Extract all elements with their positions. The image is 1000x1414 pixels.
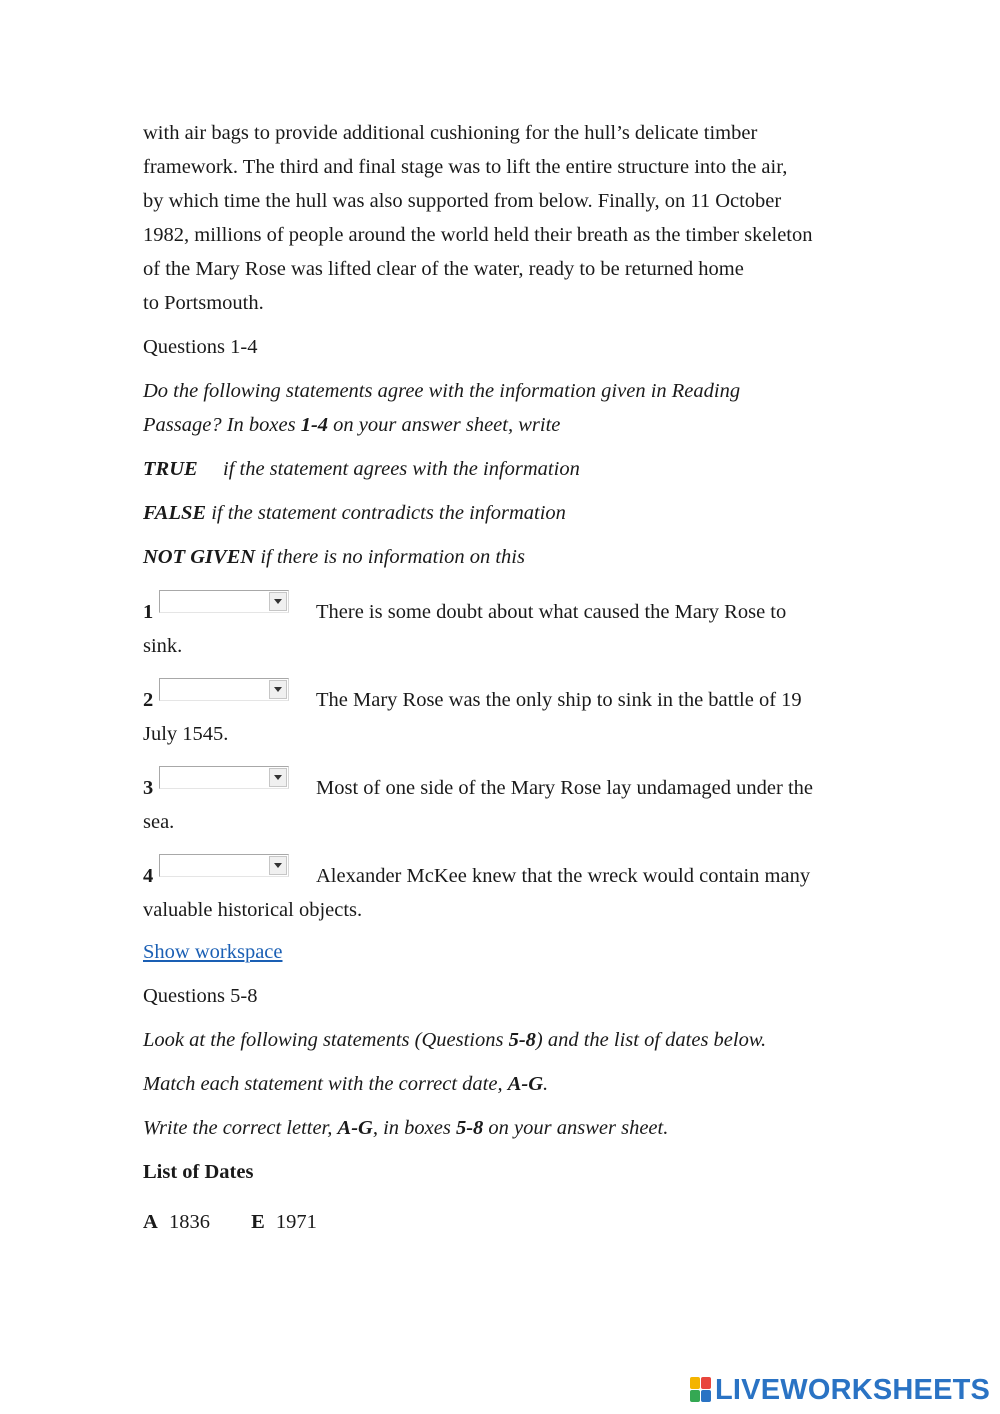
answer-dropdown[interactable] <box>159 854 289 877</box>
passage-line: of the Mary Rose was lifted clear of the water, ready to be returned home <box>143 258 744 280</box>
liveworksheets-logo <box>690 1373 990 1407</box>
dropdown-arrow-button[interactable] <box>269 592 287 611</box>
option-term: TRUE <box>143 458 198 480</box>
answer-dropdown[interactable] <box>159 590 289 613</box>
instruction-box-range: 1-4 <box>300 414 329 436</box>
liveworksheets-logo-icon <box>690 1377 712 1403</box>
question-number: 1 <box>143 601 154 623</box>
option-false <box>143 496 566 530</box>
question-text: Most of one side of the Mary Rose lay undamaged under the <box>316 777 814 799</box>
chevron-down-icon <box>274 775 282 780</box>
chevron-down-icon <box>274 599 282 604</box>
questions-5-8-heading: Questions 5-8 <box>143 985 258 1007</box>
chevron-down-icon <box>274 863 282 868</box>
option-not-given <box>143 540 525 574</box>
instruction-box-range: 5-8 <box>455 1117 484 1139</box>
dropdown-arrow-button[interactable] <box>269 680 287 699</box>
show-workspace-link-wrap <box>143 935 283 969</box>
instruction-letter-range: A-G <box>507 1073 544 1095</box>
instruction-text: Look at the following statements (Questions <box>143 1029 509 1051</box>
option-desc: if the statement contradicts the information <box>211 502 566 524</box>
question-text: The Mary Rose was the only ship to sink in the battle of 19 <box>316 689 802 711</box>
instruction-text: , in boxes <box>372 1117 456 1139</box>
question-text-continued: July 1545. <box>143 723 229 745</box>
instruction-text: Passage? In boxes <box>143 414 301 436</box>
passage-line: by which time the hull was also supported from below. Finally, on 11 October <box>143 190 782 212</box>
liveworksheets-logo-text: LIVEWORKSHEETS <box>715 1373 991 1406</box>
chevron-down-icon <box>274 687 282 692</box>
option-desc: if there is no information on this <box>260 546 525 568</box>
instruction-question-range: 5-8 <box>508 1029 536 1051</box>
dropdown-arrow-button[interactable] <box>269 856 287 875</box>
question-text: There is some doubt about what caused the Mary Rose to <box>316 601 787 623</box>
passage-line: framework. The third and final stage was to lift the entire structure into the air, <box>143 156 788 178</box>
answer-dropdown[interactable] <box>159 766 289 789</box>
show-workspace-link[interactable]: Show workspace <box>143 941 283 963</box>
option-term: NOT GIVEN <box>143 546 256 568</box>
instruction-line-match-3 <box>143 1111 668 1145</box>
instruction-line-match-2 <box>143 1067 548 1101</box>
instruction-text: on your answer sheet. <box>483 1117 669 1139</box>
instruction-letter-range: A-G <box>337 1117 373 1139</box>
instruction-line-1: Do the following statements agree with the information given in Reading <box>143 380 741 402</box>
passage-line: with air bags to provide additional cushioning for the hull’s delicate timber <box>143 122 758 144</box>
date-letter: A <box>143 1211 158 1233</box>
question-number: 2 <box>143 689 154 711</box>
option-desc: if the statement agrees with the information <box>223 458 580 480</box>
question-text-continued: valuable historical objects. <box>143 899 363 921</box>
instruction-text: ) and the list of dates below. <box>535 1029 767 1051</box>
instruction-line-2 <box>143 408 560 442</box>
list-of-dates-title: List of Dates <box>143 1161 254 1183</box>
question-text-continued: sea. <box>143 811 175 833</box>
instruction-text: on your answer sheet, write <box>328 414 561 436</box>
date-year: 1836 <box>168 1211 210 1233</box>
option-term: FALSE <box>143 502 207 524</box>
questions-1-4-heading: Questions 1-4 <box>143 336 258 358</box>
reading-passage <box>143 116 863 320</box>
answer-dropdown[interactable] <box>159 678 289 701</box>
dates-row <box>143 1205 317 1239</box>
option-true <box>143 452 580 486</box>
instruction-text: Write the correct letter, <box>143 1117 338 1139</box>
instruction-line-match-1 <box>143 1023 766 1057</box>
date-letter: E <box>251 1211 265 1233</box>
question-text: Alexander McKee knew that the wreck would contain many <box>316 865 811 887</box>
instruction-text: . <box>543 1073 549 1095</box>
question-number: 3 <box>143 777 154 799</box>
date-year: 1971 <box>275 1211 317 1233</box>
question-text-continued: sink. <box>143 635 183 657</box>
passage-line: 1982, millions of people around the world held their breath as the timber skeleton <box>143 224 813 246</box>
instruction-text: Match each statement with the correct date, <box>143 1073 508 1095</box>
passage-line: to Portsmouth. <box>143 292 264 314</box>
dropdown-arrow-button[interactable] <box>269 768 287 787</box>
question-number: 4 <box>143 865 154 887</box>
